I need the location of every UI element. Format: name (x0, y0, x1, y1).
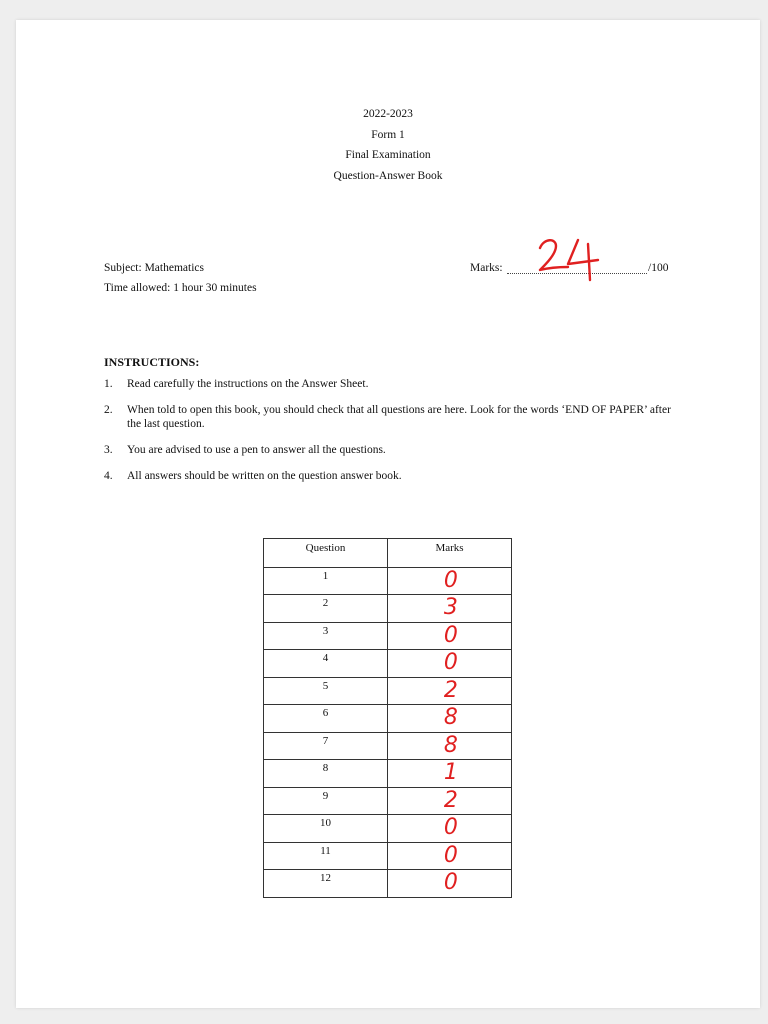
question-number: 5 (264, 677, 388, 705)
exam-title: Final Examination (345, 149, 431, 161)
table-row (264, 705, 512, 733)
marks-cell (388, 705, 512, 733)
marks-cell (388, 842, 512, 870)
instruction-item (104, 377, 684, 391)
table-row (264, 650, 512, 678)
handwritten-score (530, 234, 600, 282)
instruction-text: When told to open this book, you should check that all questions are here. Look for the words ‘END OF PAPER’ after the last question. (127, 404, 671, 430)
marks-cell (388, 815, 512, 843)
exam-meta (104, 258, 257, 298)
table-row (264, 815, 512, 843)
marks-cell (388, 870, 512, 898)
table-row (264, 567, 512, 595)
instruction-text: All answers should be written on the question answer book. (127, 470, 402, 482)
handwritten-mark: 0 (443, 870, 458, 895)
table-row (264, 870, 512, 898)
marks-cell (388, 787, 512, 815)
instructions-list (104, 377, 684, 495)
question-number: 9 (264, 787, 388, 815)
handwritten-mark: 0 (443, 567, 458, 593)
question-column-header: Question (264, 539, 388, 568)
instruction-item (104, 403, 684, 431)
marks-cell (388, 760, 512, 788)
marks-cell (388, 567, 512, 595)
handwritten-mark: 3 (443, 595, 458, 620)
instruction-text: Read carefully the instructions on the Answer Sheet. (127, 378, 369, 390)
table-row (264, 622, 512, 650)
handwritten-mark: 8 (443, 705, 458, 730)
table-row (264, 787, 512, 815)
exam-header (16, 104, 760, 186)
instructions-title: INSTRUCTIONS: (104, 355, 200, 369)
time-allowed-line: Time allowed: 1 hour 30 minutes (104, 282, 257, 294)
table-row (264, 760, 512, 788)
handwritten-mark: 0 (443, 815, 458, 840)
handwritten-mark: 1 (443, 760, 458, 785)
question-number: 1 (264, 567, 388, 595)
question-number: 10 (264, 815, 388, 843)
instruction-text: You are advised to use a pen to answer all the questions. (127, 444, 386, 456)
exam-book-title: Question-Answer Book (333, 169, 443, 182)
question-number: 2 (264, 595, 388, 623)
handwritten-mark: 2 (443, 787, 458, 813)
marks-total: /100 (648, 262, 669, 274)
question-number: 3 (264, 622, 388, 650)
handwritten-mark: 0 (443, 650, 458, 675)
table-row (264, 595, 512, 623)
question-number: 6 (264, 705, 388, 733)
marks-cell (388, 650, 512, 678)
instruction-number: 4. (104, 470, 113, 482)
question-number: 4 (264, 650, 388, 678)
marks-cell (388, 595, 512, 623)
handwritten-mark: 0 (443, 842, 458, 868)
subject-line: Subject: Mathematics (104, 262, 204, 274)
handwritten-mark: 8 (443, 732, 458, 758)
question-number: 7 (264, 732, 388, 760)
table-row (264, 732, 512, 760)
instruction-item (104, 469, 684, 483)
handwritten-mark: 0 (443, 622, 458, 648)
table-row (264, 842, 512, 870)
handwritten-mark: 2 (443, 677, 458, 703)
instruction-number: 2. (104, 404, 113, 416)
exam-page (16, 20, 760, 1008)
marks-cell (388, 622, 512, 650)
instruction-number: 3. (104, 444, 113, 456)
marks-column-header: Marks (388, 539, 512, 568)
question-number: 12 (264, 870, 388, 898)
instruction-number: 1. (104, 378, 113, 390)
marks-cell (388, 732, 512, 760)
marks-cell (388, 677, 512, 705)
exam-year: 2022-2023 (363, 108, 413, 120)
instruction-item (104, 443, 684, 457)
table-header-row (264, 539, 512, 568)
marks-label: Marks: (470, 262, 503, 274)
question-number: 11 (264, 842, 388, 870)
question-number: 8 (264, 760, 388, 788)
marks-table (263, 538, 512, 898)
exam-form: Form 1 (371, 128, 405, 141)
table-row (264, 677, 512, 705)
